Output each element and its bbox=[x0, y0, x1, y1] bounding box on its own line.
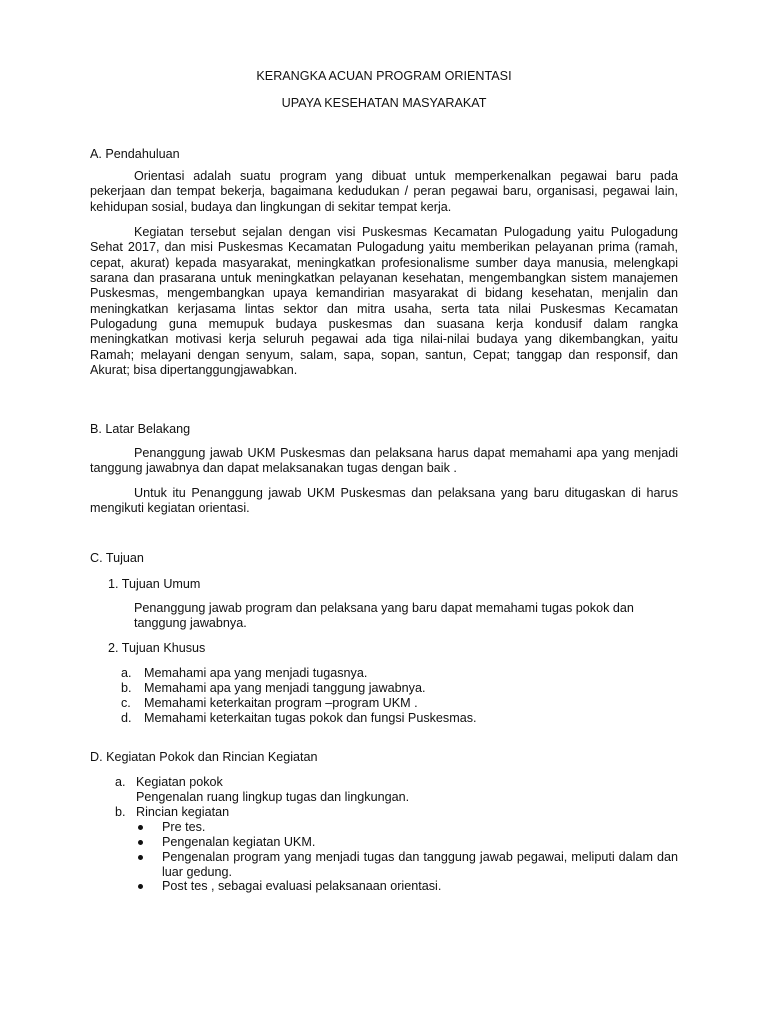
bullet-item: Pre tes. bbox=[162, 820, 206, 834]
section-d-heading: D. Kegiatan Pokok dan Rincian Kegiatan bbox=[90, 750, 318, 764]
list-item: Memahami keterkaitan tugas pokok dan fungsi Puskesmas. bbox=[144, 711, 477, 725]
tujuan-khusus-heading: 2. Tujuan Khusus bbox=[108, 641, 206, 655]
bullet-icon bbox=[138, 884, 143, 889]
section-b-heading: B. Latar Belakang bbox=[90, 422, 191, 436]
tujuan-umum-heading: 1. Tujuan Umum bbox=[108, 577, 201, 591]
bullet-icon bbox=[138, 855, 143, 860]
rincian-kegiatan-marker: b. bbox=[115, 805, 126, 819]
list-item-marker: a. bbox=[121, 666, 132, 680]
section-c-heading: C. Tujuan bbox=[90, 551, 144, 565]
section-b-paragraph-2: Untuk itu Penanggung jawab UKM Puskesmas dan pelaksana yang baru ditugaskan di harus mengikuti kegiatan orientasi. bbox=[90, 486, 678, 516]
rincian-kegiatan-label: Rincian kegiatan bbox=[136, 805, 230, 819]
section-b-paragraph-1: Penanggung jawab UKM Puskesmas dan pelaksana harus dapat memahami apa yang menjadi tanggung jawabnya dan dapat melaksanakan tugas dengan baik . bbox=[90, 446, 678, 476]
kegiatan-pokok-label: Kegiatan pokok bbox=[136, 775, 223, 789]
document-title: KERANGKA ACUAN PROGRAM ORIENTASI bbox=[256, 69, 512, 83]
list-item-marker: d. bbox=[121, 711, 132, 725]
section-a-paragraph-1: Orientasi adalah suatu program yang dibuat untuk memperkenalkan pegawai baru pada pekerjaan dan tempat bekerja, bagaimana kedudukan / peran pegawai baru, organisasi, pegawai lain, kehidupan sosial, budaya dan lingkungan di sekitar tempat kerja. bbox=[90, 169, 678, 214]
bullet-item: Post tes , sebagai evaluasi pelaksanaan orientasi. bbox=[162, 879, 442, 893]
list-item-marker: b. bbox=[121, 681, 132, 695]
section-a-paragraph-2: Kegiatan tersebut sejalan dengan visi Puskesmas Kecamatan Pulogadung yaitu Pulogadung Sehat 2017, dan misi Puskesmas Kecamatan Pulogadung yaitu memberikan pelayanan prima (ramah, cepat, akurat) kepada masyarakat, meningkatkan profesionalisme sumber daya manusia, melengkapi sarana dan prasarana untuk meningkatkan pelayanan kesehatan, mengembangkan sistem manajemen Puskesmas, mengembangkan upaya kemandirian masyarakat di bidang kesehatan, menjalin dan meningkatkan kerjasama lintas sektor dan mitra usaha, serta tata nilai Puskesmas Kecamatan Pulogadung guna memupuk budaya puskesmas dan suasana kerja kondusif dalam rangka meningkatkan motivasi kerja seluruh pegawai ada tiga nilai-nilai budaya yang dikembangkan, yaitu Ramah; melayani dengan senyum, salam, sapa, sopan, santun, Cepat; tanggap dan responsif, dan Akurat; bisa dipertanggungjawabkan. bbox=[90, 225, 678, 378]
list-item: Memahami apa yang menjadi tanggung jawabnya. bbox=[144, 681, 426, 695]
bullet-item: Pengenalan program yang menjadi tugas dan tanggung jawab pegawai, meliputi dalam dan luar gedung. bbox=[162, 850, 678, 879]
list-item-marker: c. bbox=[121, 696, 131, 710]
tujuan-umum-text: Penanggung jawab program dan pelaksana yang baru dapat memahami tugas pokok dan tanggung jawabnya. bbox=[134, 601, 634, 631]
section-a-heading: A. Pendahuluan bbox=[90, 147, 180, 161]
document-subtitle: UPAYA KESEHATAN MASYARAKAT bbox=[281, 96, 487, 110]
kegiatan-pokok-marker: a. bbox=[115, 775, 126, 789]
bullet-item: Pengenalan kegiatan UKM. bbox=[162, 835, 316, 849]
list-item: Memahami keterkaitan program –program UKM . bbox=[144, 696, 418, 710]
bullet-icon bbox=[138, 825, 143, 830]
list-item: Memahami apa yang menjadi tugasnya. bbox=[144, 666, 368, 680]
bullet-icon bbox=[138, 840, 143, 845]
kegiatan-pokok-text: Pengenalan ruang lingkup tugas dan lingkungan. bbox=[136, 790, 410, 804]
